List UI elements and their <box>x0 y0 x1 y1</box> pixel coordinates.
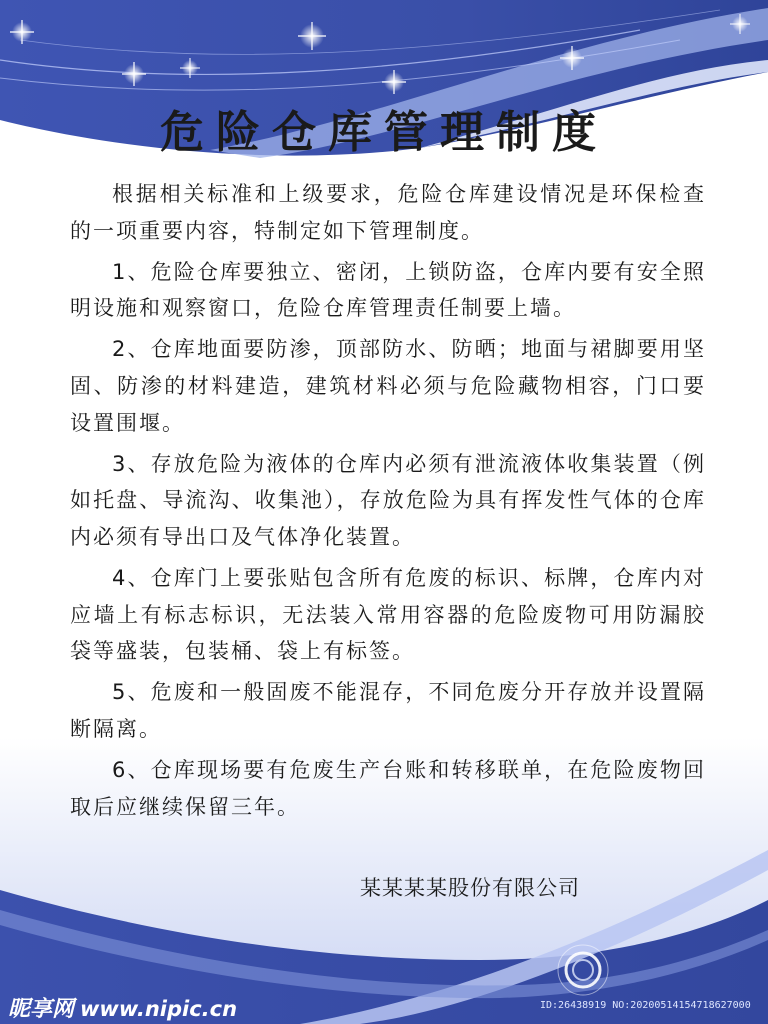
regulation-body <box>70 176 706 830</box>
site-watermark <box>8 992 237 1023</box>
watermark-logo: 昵享网 <box>8 997 75 1022</box>
rule-2: 2、仓库地面要防渗，顶部防水、防晒；地面与裙脚要用坚固、防渗的材料建造，建筑材料必须与危险藏物相容，门口要设置围堰。 <box>70 337 706 435</box>
company-name: 某某某某股份有限公司 <box>360 876 580 900</box>
rule-1: 1、危险仓库要独立、密闭，上锁防盗，仓库内要有安全照明设施和观察窗口，危险仓库管理责任制要上墙。 <box>70 259 706 321</box>
rule-4: 4、仓库门上要张贴包含所有危废的标识、标牌，仓库内对应墙上有标志标识，无法装入常用容器的危险废物可用防漏胶袋等盛装，包装桶、袋上有标签。 <box>70 565 706 664</box>
image-id-text: ID:26438919 NO:20200514154718627000 <box>540 1000 751 1011</box>
page-title: 危险仓库管理制度 <box>160 107 608 158</box>
watermark-url: www.nipic.cn <box>80 997 238 1021</box>
rule-3: 3、存放危险为液体的仓库内必须有泄流液体收集装置（例如托盘、导流沟、收集池），存放危险为具有挥发性气体的仓库内必须有导出口及气体净化装置。 <box>70 451 706 549</box>
intro-paragraph: 根据相关标准和上级要求，危险仓库建设情况是环保检查的一项重要内容，特制定如下管理制度。 <box>70 182 706 243</box>
rule-5: 5、危废和一般固废不能混存，不同危废分开存放并设置隔断隔离。 <box>70 680 706 741</box>
rule-6: 6、仓库现场要有危废生产台账和转移联单，在危险废物回取后应继续保留三年。 <box>70 757 706 819</box>
